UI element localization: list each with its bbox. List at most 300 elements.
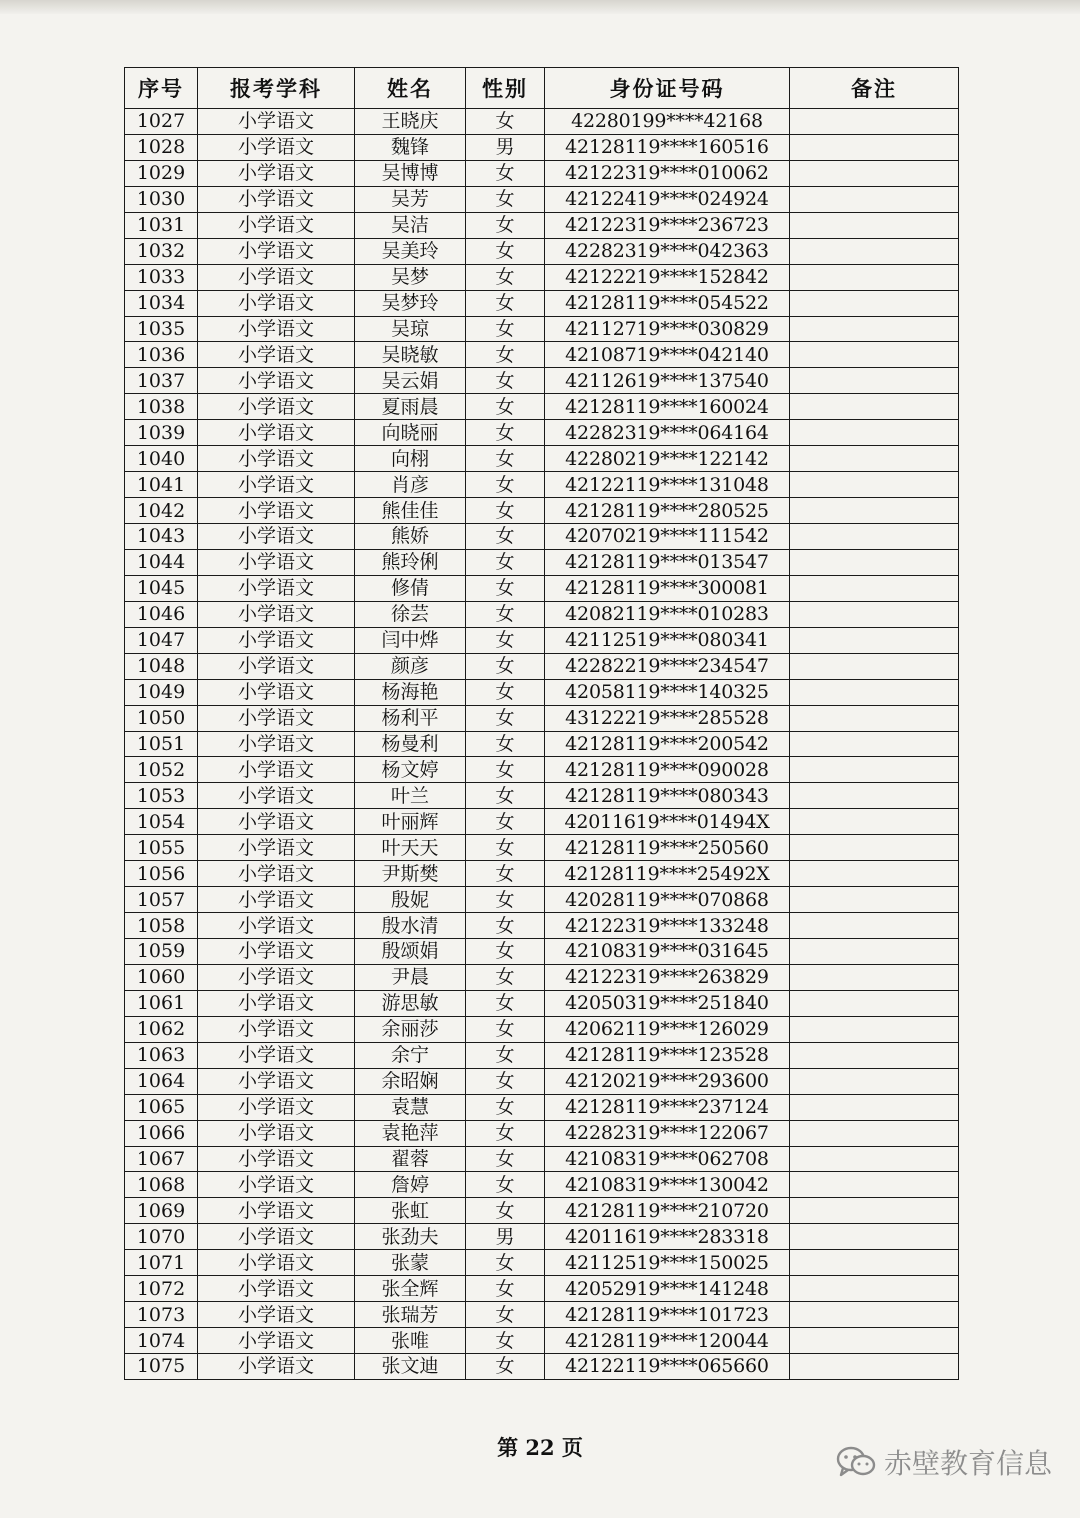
cell-serial: 1048	[125, 653, 198, 679]
cell-gender: 女	[466, 420, 545, 446]
table-row	[125, 913, 959, 939]
cell-name: 杨文婷	[355, 757, 466, 783]
cell-serial: 1059	[125, 939, 198, 965]
cell-subject: 小学语文	[198, 964, 355, 990]
cell-id-number: 42122319****263829	[545, 964, 790, 990]
cell-remarks	[790, 809, 959, 835]
cell-serial: 1072	[125, 1276, 198, 1302]
cell-remarks	[790, 913, 959, 939]
table-row	[125, 1302, 959, 1328]
cell-serial: 1040	[125, 446, 198, 472]
cell-serial: 1063	[125, 1042, 198, 1068]
cell-gender: 女	[466, 342, 545, 368]
cell-serial: 1038	[125, 394, 198, 420]
cell-id-number: 42058119****140325	[545, 679, 790, 705]
cell-remarks	[790, 1016, 959, 1042]
cell-serial: 1053	[125, 783, 198, 809]
table-row	[125, 861, 959, 887]
cell-remarks	[790, 990, 959, 1016]
cell-id-number: 42282319****042363	[545, 238, 790, 264]
cell-remarks	[790, 524, 959, 550]
cell-gender: 女	[466, 1016, 545, 1042]
cell-subject: 小学语文	[198, 264, 355, 290]
cell-name: 叶丽辉	[355, 809, 466, 835]
cell-remarks	[790, 1172, 959, 1198]
table-row	[125, 679, 959, 705]
cell-name: 熊佳佳	[355, 498, 466, 524]
cell-serial: 1047	[125, 627, 198, 653]
cell-remarks	[790, 342, 959, 368]
cell-subject: 小学语文	[198, 549, 355, 575]
cell-gender: 女	[466, 939, 545, 965]
table-row	[125, 549, 959, 575]
cell-serial: 1066	[125, 1120, 198, 1146]
cell-subject: 小学语文	[198, 990, 355, 1016]
cell-name: 吴琼	[355, 316, 466, 342]
cell-id-number: 42128119****25492X	[545, 861, 790, 887]
cell-name: 杨利平	[355, 705, 466, 731]
cell-id-number: 42282319****064164	[545, 420, 790, 446]
table-row	[125, 186, 959, 212]
cell-serial: 1037	[125, 368, 198, 394]
cell-serial: 1055	[125, 835, 198, 861]
cell-id-number: 42128119****237124	[545, 1094, 790, 1120]
cell-name: 尹斯樊	[355, 861, 466, 887]
table-row	[125, 964, 959, 990]
cell-name: 闫中烨	[355, 627, 466, 653]
cell-gender: 女	[466, 835, 545, 861]
cell-gender: 女	[466, 731, 545, 757]
cell-gender: 女	[466, 1042, 545, 1068]
cell-id-number: 42062119****126029	[545, 1016, 790, 1042]
cell-gender: 女	[466, 1328, 545, 1354]
cell-remarks	[790, 212, 959, 238]
cell-subject: 小学语文	[198, 861, 355, 887]
table-row	[125, 238, 959, 264]
table-row	[125, 472, 959, 498]
cell-serial: 1041	[125, 472, 198, 498]
cell-remarks	[790, 964, 959, 990]
table-row	[125, 342, 959, 368]
cell-remarks	[790, 186, 959, 212]
table-row	[125, 1328, 959, 1354]
header-gender: 性别	[466, 68, 545, 109]
cell-remarks	[790, 1276, 959, 1302]
cell-gender: 女	[466, 109, 545, 135]
cell-remarks	[790, 1328, 959, 1354]
cell-subject: 小学语文	[198, 238, 355, 264]
table-row	[125, 705, 959, 731]
cell-remarks	[790, 601, 959, 627]
table-row	[125, 1354, 959, 1380]
cell-name: 杨曼利	[355, 731, 466, 757]
cell-subject: 小学语文	[198, 601, 355, 627]
cell-gender: 女	[466, 212, 545, 238]
cell-name: 詹婷	[355, 1172, 466, 1198]
cell-name: 张虹	[355, 1198, 466, 1224]
cell-name: 向栩	[355, 446, 466, 472]
cell-gender: 女	[466, 1120, 545, 1146]
cell-subject: 小学语文	[198, 472, 355, 498]
cell-remarks	[790, 472, 959, 498]
cell-gender: 女	[466, 368, 545, 394]
cell-name: 熊玲俐	[355, 549, 466, 575]
cell-serial: 1071	[125, 1250, 198, 1276]
cell-remarks	[790, 1302, 959, 1328]
cell-gender: 女	[466, 524, 545, 550]
table-row	[125, 420, 959, 446]
cell-name: 尹晨	[355, 964, 466, 990]
cell-name: 吴博博	[355, 160, 466, 186]
table-row	[125, 1172, 959, 1198]
cell-subject: 小学语文	[198, 420, 355, 446]
cell-subject: 小学语文	[198, 342, 355, 368]
cell-subject: 小学语文	[198, 316, 355, 342]
cell-subject: 小学语文	[198, 1146, 355, 1172]
cell-serial: 1064	[125, 1068, 198, 1094]
cell-gender: 男	[466, 134, 545, 160]
cell-name: 徐芸	[355, 601, 466, 627]
cell-gender: 女	[466, 186, 545, 212]
cell-subject: 小学语文	[198, 939, 355, 965]
cell-subject: 小学语文	[198, 524, 355, 550]
cell-name: 张唯	[355, 1328, 466, 1354]
cell-name: 叶兰	[355, 783, 466, 809]
cell-remarks	[790, 679, 959, 705]
cell-id-number: 42128119****120044	[545, 1328, 790, 1354]
cell-name: 魏锋	[355, 134, 466, 160]
cell-serial: 1045	[125, 575, 198, 601]
table-row	[125, 990, 959, 1016]
cell-serial: 1032	[125, 238, 198, 264]
cell-id-number: 42128119****200542	[545, 731, 790, 757]
cell-id-number: 42108319****130042	[545, 1172, 790, 1198]
cell-name: 吴云娟	[355, 368, 466, 394]
table-row	[125, 783, 959, 809]
cell-name: 殷妮	[355, 887, 466, 913]
cell-id-number: 42120219****293600	[545, 1068, 790, 1094]
table-row	[125, 368, 959, 394]
cell-subject: 小学语文	[198, 1302, 355, 1328]
cell-serial: 1056	[125, 861, 198, 887]
cell-remarks	[790, 887, 959, 913]
cell-id-number: 42028119****070868	[545, 887, 790, 913]
cell-id-number: 42112519****080341	[545, 627, 790, 653]
cell-gender: 女	[466, 264, 545, 290]
cell-id-number: 42122119****131048	[545, 472, 790, 498]
cell-serial: 1065	[125, 1094, 198, 1120]
table-row	[125, 1094, 959, 1120]
cell-remarks	[790, 549, 959, 575]
cell-serial: 1031	[125, 212, 198, 238]
table-row	[125, 731, 959, 757]
cell-id-number: 42011619****01494X	[545, 809, 790, 835]
cell-name: 殷颂娟	[355, 939, 466, 965]
cell-remarks	[790, 1354, 959, 1380]
cell-subject: 小学语文	[198, 134, 355, 160]
cell-serial: 1051	[125, 731, 198, 757]
cell-name: 殷水清	[355, 913, 466, 939]
cell-remarks	[790, 238, 959, 264]
cell-serial: 1075	[125, 1354, 198, 1380]
cell-gender: 女	[466, 472, 545, 498]
cell-serial: 1062	[125, 1016, 198, 1042]
cell-id-number: 42128119****210720	[545, 1198, 790, 1224]
table-row	[125, 1146, 959, 1172]
candidate-table	[124, 67, 959, 1380]
cell-name: 张瑞芳	[355, 1302, 466, 1328]
cell-remarks	[790, 160, 959, 186]
header-subject: 报考学科	[198, 68, 355, 109]
cell-gender: 女	[466, 1172, 545, 1198]
cell-gender: 女	[466, 1068, 545, 1094]
cell-gender: 女	[466, 964, 545, 990]
cell-subject: 小学语文	[198, 731, 355, 757]
cell-subject: 小学语文	[198, 1198, 355, 1224]
header-name: 姓名	[355, 68, 466, 109]
cell-serial: 1070	[125, 1224, 198, 1250]
cell-subject: 小学语文	[198, 1120, 355, 1146]
cell-serial: 1029	[125, 160, 198, 186]
cell-gender: 女	[466, 1250, 545, 1276]
cell-serial: 1034	[125, 290, 198, 316]
table-row	[125, 1068, 959, 1094]
cell-gender: 女	[466, 653, 545, 679]
table-row	[125, 1042, 959, 1068]
cell-gender: 女	[466, 316, 545, 342]
cell-subject: 小学语文	[198, 705, 355, 731]
table-row	[125, 446, 959, 472]
cell-name: 张蒙	[355, 1250, 466, 1276]
cell-remarks	[790, 1042, 959, 1068]
cell-gender: 女	[466, 549, 545, 575]
cell-subject: 小学语文	[198, 1172, 355, 1198]
table-row	[125, 601, 959, 627]
cell-serial: 1050	[125, 705, 198, 731]
cell-serial: 1049	[125, 679, 198, 705]
cell-gender: 女	[466, 160, 545, 186]
cell-gender: 女	[466, 1198, 545, 1224]
header-serial: 序号	[125, 68, 198, 109]
cell-id-number: 42128119****090028	[545, 757, 790, 783]
watermark-text: 赤壁教育信息	[884, 1447, 1053, 1480]
cell-gender: 女	[466, 1302, 545, 1328]
cell-serial: 1030	[125, 186, 198, 212]
cell-id-number: 42122319****236723	[545, 212, 790, 238]
cell-serial: 1068	[125, 1172, 198, 1198]
cell-gender: 女	[466, 757, 545, 783]
cell-remarks	[790, 498, 959, 524]
cell-id-number: 42280219****122142	[545, 446, 790, 472]
cell-remarks	[790, 861, 959, 887]
table-header-row	[125, 68, 959, 109]
table-row	[125, 1276, 959, 1302]
cell-name: 张劲夫	[355, 1224, 466, 1250]
cell-id-number: 42108719****042140	[545, 342, 790, 368]
cell-serial: 1073	[125, 1302, 198, 1328]
cell-serial: 1039	[125, 420, 198, 446]
cell-subject: 小学语文	[198, 887, 355, 913]
table-row	[125, 575, 959, 601]
cell-gender: 女	[466, 575, 545, 601]
table-row	[125, 394, 959, 420]
cell-name: 张文迪	[355, 1354, 466, 1380]
cell-name: 向晓丽	[355, 420, 466, 446]
cell-subject: 小学语文	[198, 160, 355, 186]
cell-gender: 女	[466, 446, 545, 472]
cell-gender: 女	[466, 498, 545, 524]
cell-name: 张全辉	[355, 1276, 466, 1302]
cell-serial: 1069	[125, 1198, 198, 1224]
cell-subject: 小学语文	[198, 1354, 355, 1380]
cell-remarks	[790, 1198, 959, 1224]
table-row	[125, 757, 959, 783]
cell-name: 翟蓉	[355, 1146, 466, 1172]
cell-id-number: 42082119****010283	[545, 601, 790, 627]
cell-name: 吴芳	[355, 186, 466, 212]
table-body	[125, 109, 959, 1380]
cell-subject: 小学语文	[198, 446, 355, 472]
cell-name: 熊娇	[355, 524, 466, 550]
cell-id-number: 42282319****122067	[545, 1120, 790, 1146]
cell-remarks	[790, 264, 959, 290]
cell-subject: 小学语文	[198, 368, 355, 394]
cell-id-number: 42128119****280525	[545, 498, 790, 524]
cell-subject: 小学语文	[198, 1224, 355, 1250]
cell-name: 余丽莎	[355, 1016, 466, 1042]
cell-remarks	[790, 1094, 959, 1120]
cell-name: 袁艳萍	[355, 1120, 466, 1146]
cell-id-number: 42052919****141248	[545, 1276, 790, 1302]
cell-name: 吴美玲	[355, 238, 466, 264]
cell-name: 余昭娴	[355, 1068, 466, 1094]
cell-gender: 女	[466, 783, 545, 809]
cell-subject: 小学语文	[198, 809, 355, 835]
cell-id-number: 42011619****283318	[545, 1224, 790, 1250]
cell-id-number: 42122119****065660	[545, 1354, 790, 1380]
cell-subject: 小学语文	[198, 653, 355, 679]
cell-id-number: 42128119****080343	[545, 783, 790, 809]
cell-gender: 女	[466, 913, 545, 939]
cell-subject: 小学语文	[198, 835, 355, 861]
table-row	[125, 316, 959, 342]
cell-id-number: 42070219****111542	[545, 524, 790, 550]
table-row	[125, 290, 959, 316]
cell-gender: 女	[466, 1276, 545, 1302]
table-row	[125, 939, 959, 965]
table-row	[125, 1198, 959, 1224]
table-row	[125, 109, 959, 135]
cell-serial: 1043	[125, 524, 198, 550]
page-top-edge	[0, 0, 1080, 14]
cell-remarks	[790, 835, 959, 861]
cell-subject: 小学语文	[198, 1094, 355, 1120]
cell-serial: 1067	[125, 1146, 198, 1172]
cell-name: 叶天天	[355, 835, 466, 861]
cell-remarks	[790, 134, 959, 160]
cell-gender: 女	[466, 861, 545, 887]
cell-serial: 1033	[125, 264, 198, 290]
cell-serial: 1058	[125, 913, 198, 939]
cell-subject: 小学语文	[198, 575, 355, 601]
cell-id-number: 43122219****285528	[545, 705, 790, 731]
table-row	[125, 809, 959, 835]
cell-remarks	[790, 757, 959, 783]
cell-remarks	[790, 783, 959, 809]
cell-remarks	[790, 446, 959, 472]
cell-serial: 1036	[125, 342, 198, 368]
cell-id-number: 42128119****300081	[545, 575, 790, 601]
cell-id-number: 42128119****123528	[545, 1042, 790, 1068]
cell-gender: 女	[466, 1354, 545, 1380]
cell-serial: 1027	[125, 109, 198, 135]
cell-gender: 女	[466, 238, 545, 264]
cell-subject: 小学语文	[198, 679, 355, 705]
cell-id-number: 42122219****152842	[545, 264, 790, 290]
cell-subject: 小学语文	[198, 627, 355, 653]
cell-subject: 小学语文	[198, 1250, 355, 1276]
cell-subject: 小学语文	[198, 783, 355, 809]
table-row	[125, 1120, 959, 1146]
cell-id-number: 42280199****42168	[545, 109, 790, 135]
cell-id-number: 42128119****160516	[545, 134, 790, 160]
table-row	[125, 160, 959, 186]
cell-gender: 女	[466, 1146, 545, 1172]
cell-remarks	[790, 420, 959, 446]
cell-name: 吴梦	[355, 264, 466, 290]
cell-subject: 小学语文	[198, 498, 355, 524]
cell-serial: 1054	[125, 809, 198, 835]
table-row	[125, 498, 959, 524]
cell-remarks	[790, 731, 959, 757]
cell-subject: 小学语文	[198, 109, 355, 135]
cell-name: 杨海艳	[355, 679, 466, 705]
table-row	[125, 212, 959, 238]
cell-remarks	[790, 1250, 959, 1276]
cell-id-number: 42108319****031645	[545, 939, 790, 965]
cell-serial: 1042	[125, 498, 198, 524]
cell-name: 游思敏	[355, 990, 466, 1016]
cell-remarks	[790, 316, 959, 342]
cell-id-number: 42108319****062708	[545, 1146, 790, 1172]
cell-id-number: 42112519****150025	[545, 1250, 790, 1276]
cell-remarks	[790, 290, 959, 316]
cell-gender: 女	[466, 627, 545, 653]
cell-id-number: 42128119****250560	[545, 835, 790, 861]
table-row	[125, 887, 959, 913]
cell-gender: 女	[466, 705, 545, 731]
cell-gender: 女	[466, 290, 545, 316]
cell-subject: 小学语文	[198, 757, 355, 783]
cell-remarks	[790, 939, 959, 965]
cell-id-number: 42122319****133248	[545, 913, 790, 939]
cell-name: 吴梦玲	[355, 290, 466, 316]
cell-remarks	[790, 1068, 959, 1094]
wechat-icon	[836, 1445, 876, 1479]
cell-subject: 小学语文	[198, 290, 355, 316]
cell-id-number: 42122319****010062	[545, 160, 790, 186]
cell-serial: 1035	[125, 316, 198, 342]
cell-subject: 小学语文	[198, 1042, 355, 1068]
table-row	[125, 835, 959, 861]
cell-serial: 1044	[125, 549, 198, 575]
cell-id-number: 42050319****251840	[545, 990, 790, 1016]
cell-id-number: 42128119****054522	[545, 290, 790, 316]
cell-subject: 小学语文	[198, 212, 355, 238]
cell-subject: 小学语文	[198, 1068, 355, 1094]
watermark	[836, 1440, 1052, 1484]
cell-gender: 女	[466, 990, 545, 1016]
